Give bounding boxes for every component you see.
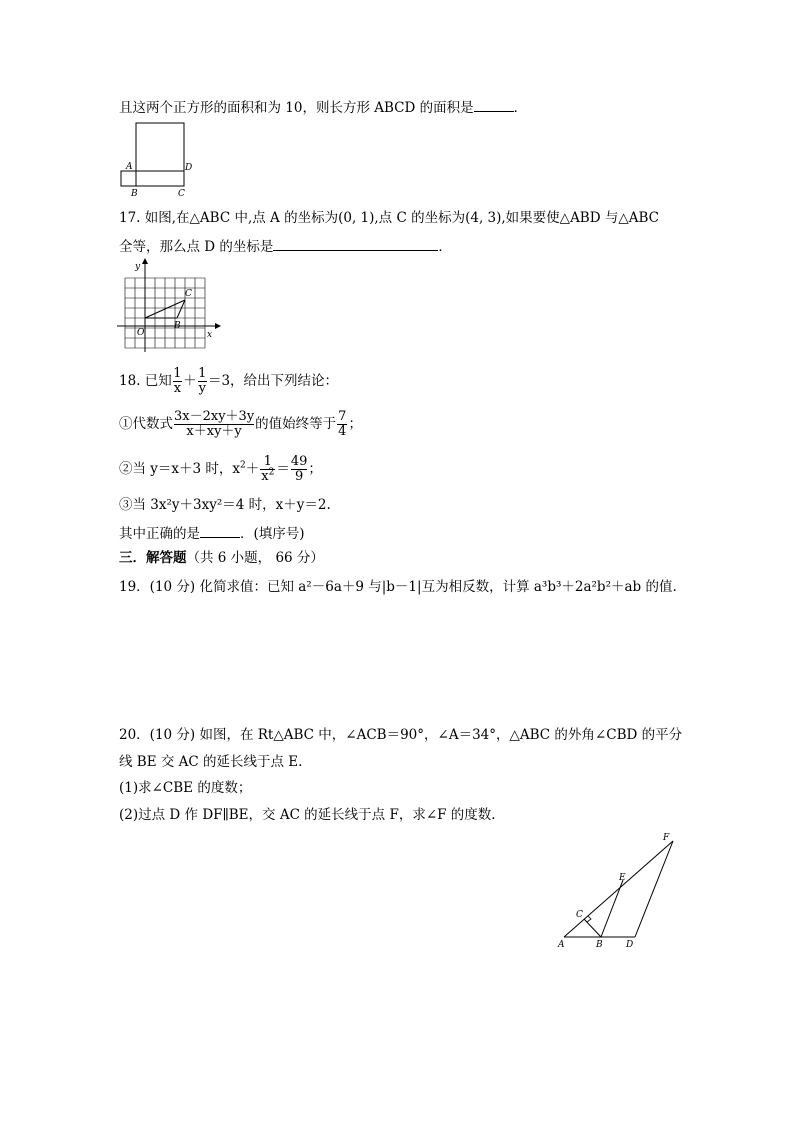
- answer-blank-18[interactable]: [200, 523, 240, 538]
- section-info: （共 6 小题， 66 分）: [186, 550, 324, 566]
- problem-20-line2: 线 BE 交 AC 的延长线于点 E.: [119, 754, 303, 770]
- label-o: O: [137, 328, 145, 338]
- section-3-header: [119, 549, 324, 567]
- label-y: y: [135, 262, 141, 272]
- figure-16-squares: [115, 120, 200, 200]
- section-title: 三．解答题: [119, 550, 187, 566]
- problem-18-conclusion-3: ③当 3x²y＋3xy²＝4 时，x＋y＝2.: [119, 497, 331, 513]
- answer-blank-17[interactable]: [273, 236, 438, 251]
- fraction-1-over-x2: $\frac{1}{x^2}$: [261, 454, 275, 484]
- label-c: C: [576, 910, 583, 920]
- label-c: C: [185, 289, 192, 299]
- problem-18-answer: 其中正确的是 ．(填序号): [119, 523, 305, 543]
- fraction-expression: $\frac{3x-2xy+3y}{x+xy+y}$: [174, 409, 255, 439]
- label-e: E: [619, 873, 626, 883]
- label-b: B: [596, 940, 603, 950]
- problem-17-line1: 17. 如图,在△ABC 中,点 A 的坐标为(0, 1),点 C 的坐标为(4, 3),如果要使△ABD 与△ABC: [119, 210, 659, 226]
- label-b: B: [174, 321, 181, 331]
- problem-16-text: 且这两个正方形的面积和为 10，则长方形 ABCD 的面积是 ．: [119, 97, 527, 117]
- fraction-7-4: $\frac{7}{4}$: [338, 409, 347, 439]
- problem-20-question-1: (1)求∠CBE 的度数；: [119, 780, 252, 796]
- label-a: A: [558, 940, 565, 950]
- problem-17-line2: 全等，那么点 D 的坐标是 ．: [119, 236, 452, 256]
- figure-17-grid: [117, 256, 227, 356]
- problem-16-question: 且这两个正方形的面积和为 10，则长方形 ABCD 的面积是: [119, 100, 474, 116]
- label-a: A: [126, 162, 133, 172]
- label-d: D: [626, 940, 634, 950]
- fraction-49-9: $\frac{49}{9}$: [290, 454, 308, 484]
- problem-20-question-2: (2)过点 D 作 DF∥BE，交 AC 的延长线于点 F，求∠F 的度数.: [119, 807, 496, 823]
- label-b: B: [131, 189, 138, 199]
- label-c: C: [178, 189, 185, 199]
- problem-20-line1: 20．(10 分) 如图，在 Rt△ABC 中，∠ACB＝90°，∠A＝34°，△ABC 的外角∠CBD 的平分: [119, 727, 683, 743]
- answer-blank-16[interactable]: [474, 97, 514, 112]
- problem-18-conclusion-2: ②当 y＝x＋3 时，$x^2+$ $\frac{1}{x^2}$ ＝ $\frac{49}{9}$ ；: [119, 454, 322, 484]
- problem-19-text: 19．(10 分) 化简求值：已知 a²－6a＋9 与|b－1|互为相反数，计算 a³b³＋2a²b²＋ab 的值.: [119, 579, 677, 595]
- fraction-1-over-x: $\frac{1}{x}$: [173, 366, 182, 396]
- figure-20-triangles: [548, 828, 683, 953]
- label-x: x: [207, 330, 213, 340]
- fraction-1-over-y: $\frac{1}{y}$: [198, 366, 207, 396]
- label-f: F: [663, 833, 670, 843]
- problem-18-stem: 18. 已知 $\frac{1}{x}$ ＋ $\frac{1}{y}$ ＝3，给出下列结论：: [119, 366, 339, 396]
- label-d: D: [185, 163, 193, 173]
- problem-18-conclusion-1: ①代数式 $\frac{3x-2xy+3y}{x+xy+y}$ 的值始终等于 $\frac{7}{4}$ ；: [119, 409, 362, 439]
